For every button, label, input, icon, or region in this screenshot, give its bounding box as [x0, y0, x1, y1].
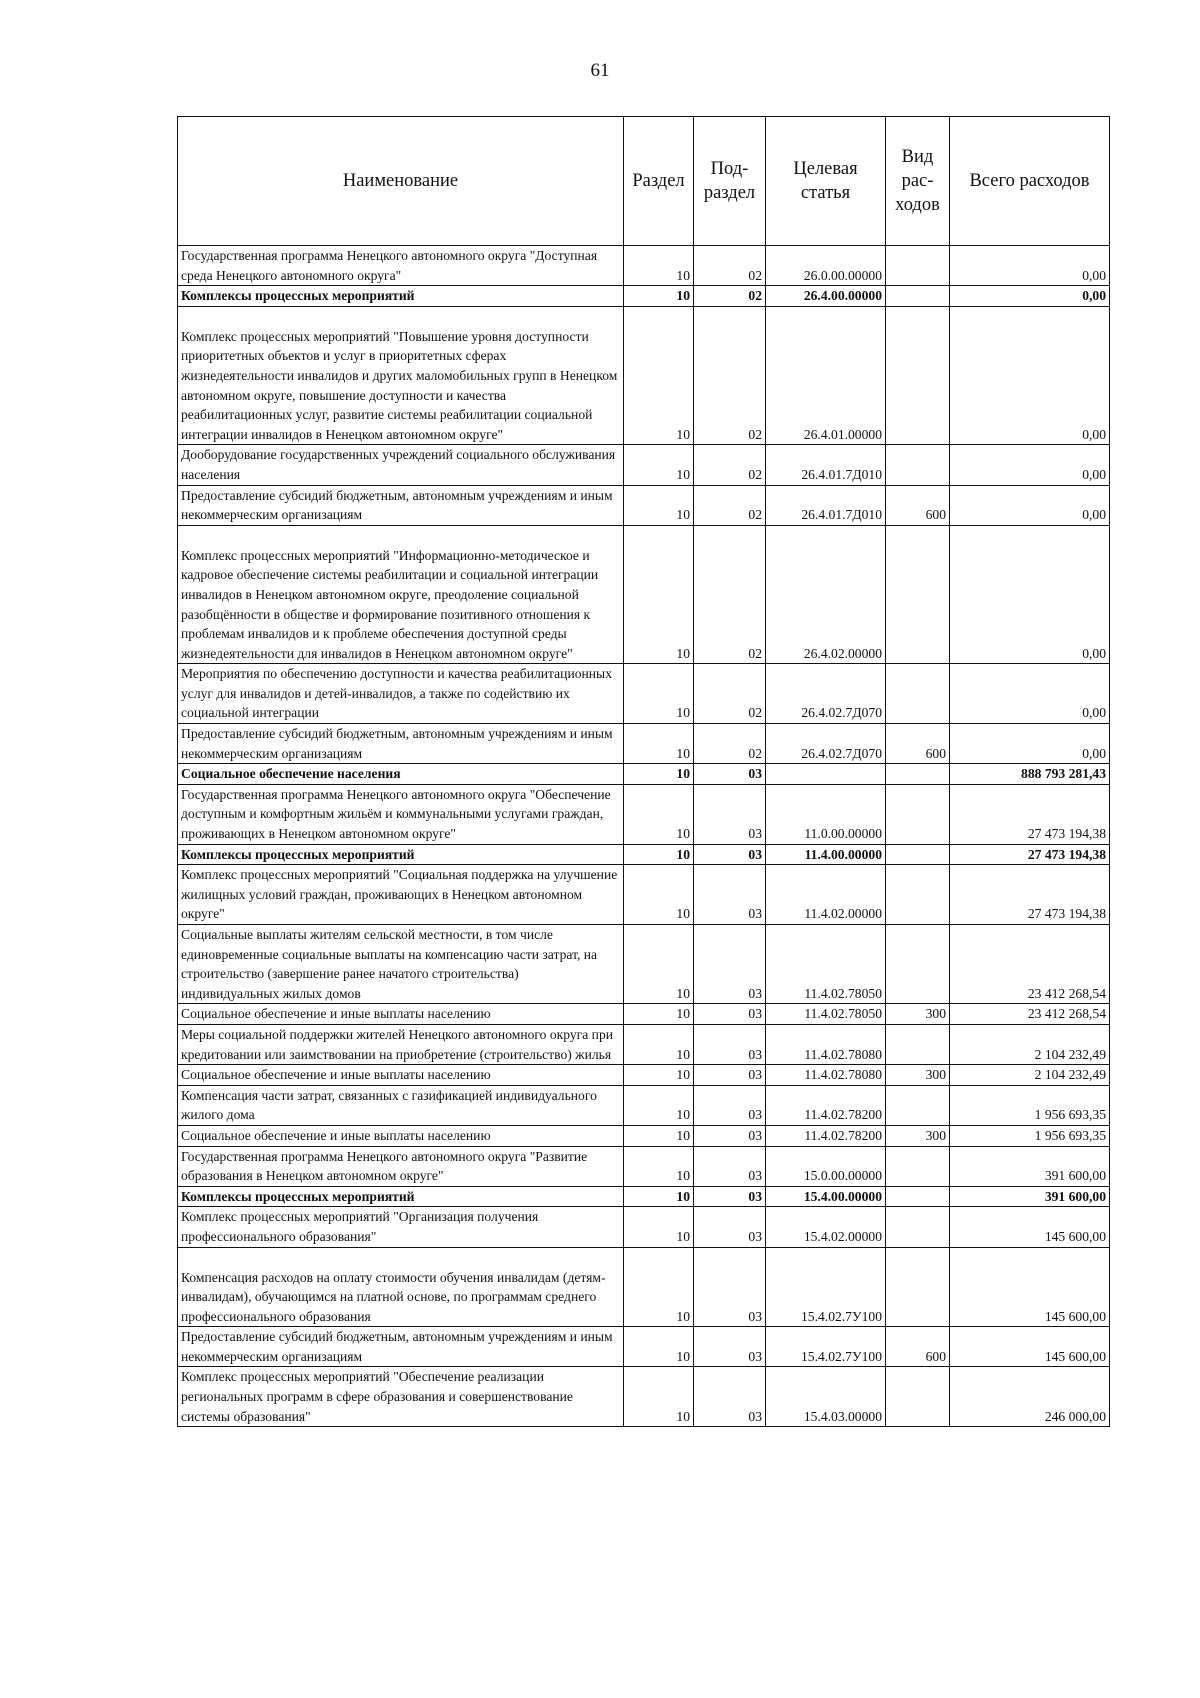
row-subsection: 03	[694, 1085, 766, 1125]
row-section: 10	[624, 1186, 694, 1207]
row-name: Социальное обеспечение и иные выплаты населению	[178, 1125, 624, 1146]
table-row	[178, 1247, 1110, 1327]
row-target-article: 15.4.00.00000	[766, 1186, 886, 1207]
row-target-article: 26.4.01.00000	[766, 306, 886, 445]
row-expense-kind	[886, 844, 950, 865]
row-target-article: 15.4.02.00000	[766, 1207, 886, 1247]
row-total: 23 412 268,54	[950, 1004, 1110, 1025]
table-row	[178, 925, 1110, 1004]
row-name: Комплекс процессных мероприятий "Обеспечение реализации региональных программ в сфере образования и совершенствование системы образования"	[178, 1367, 624, 1427]
header-section: Раздел	[624, 117, 694, 246]
row-section: 10	[624, 865, 694, 925]
row-section: 10	[624, 1024, 694, 1064]
row-subsection: 03	[694, 844, 766, 865]
row-expense-kind	[886, 246, 950, 286]
row-name: Дооборудование государственных учреждений социального обслуживания населения	[178, 445, 624, 485]
row-name: Компенсация расходов на оплату стоимости обучения инвалидам (детям-инвалидам), обучающимся на платной основе, по программам среднего профессионального образования	[178, 1247, 624, 1327]
row-name: Государственная программа Ненецкого автономного округа "Развитие образования в Ненецком автономном округе"	[178, 1146, 624, 1186]
row-target-article: 26.4.02.7Д070	[766, 724, 886, 764]
row-target-article: 11.0.00.00000	[766, 784, 886, 844]
row-total: 0,00	[950, 306, 1110, 445]
row-section: 10	[624, 925, 694, 1004]
row-section: 10	[624, 1065, 694, 1086]
row-name: Комплексы процессных мероприятий	[178, 1186, 624, 1207]
row-target-article: 26.0.00.00000	[766, 246, 886, 286]
row-name: Социальное обеспечение и иные выплаты населению	[178, 1065, 624, 1086]
table-row	[178, 525, 1110, 664]
row-total: 1 956 693,35	[950, 1085, 1110, 1125]
row-expense-kind	[886, 445, 950, 485]
row-target-article: 15.4.02.7У100	[766, 1247, 886, 1327]
row-section: 10	[624, 525, 694, 664]
row-expense-kind	[886, 286, 950, 307]
row-expense-kind	[886, 764, 950, 785]
row-subsection: 02	[694, 286, 766, 307]
row-expense-kind: 300	[886, 1125, 950, 1146]
row-total: 27 473 194,38	[950, 784, 1110, 844]
table-row	[178, 1186, 1110, 1207]
header-name: Наименование	[178, 117, 624, 246]
row-section: 10	[624, 445, 694, 485]
row-target-article: 11.4.02.00000	[766, 865, 886, 925]
row-expense-kind	[886, 1247, 950, 1327]
row-expense-kind: 600	[886, 485, 950, 525]
row-subsection: 02	[694, 445, 766, 485]
row-expense-kind: 600	[886, 724, 950, 764]
row-name: Компенсация части затрат, связанных с газификацией индивидуального жилого дома	[178, 1085, 624, 1125]
row-target-article: 15.4.03.00000	[766, 1367, 886, 1427]
table-row	[178, 1207, 1110, 1247]
row-total: 391 600,00	[950, 1186, 1110, 1207]
row-total: 0,00	[950, 286, 1110, 307]
row-target-article: 26.4.00.00000	[766, 286, 886, 307]
row-target-article: 11.4.02.78200	[766, 1125, 886, 1146]
row-subsection: 03	[694, 1367, 766, 1427]
row-total: 0,00	[950, 724, 1110, 764]
row-target-article: 26.4.02.7Д070	[766, 664, 886, 724]
row-subsection: 03	[694, 1327, 766, 1367]
row-expense-kind	[886, 1186, 950, 1207]
row-subsection: 02	[694, 485, 766, 525]
row-subsection: 03	[694, 865, 766, 925]
header-subsection: Под-раздел	[694, 117, 766, 246]
row-subsection: 03	[694, 1024, 766, 1064]
header-total-expenses: Всего расходов	[950, 117, 1110, 246]
row-subsection: 02	[694, 246, 766, 286]
row-total: 2 104 232,49	[950, 1024, 1110, 1064]
table-row	[178, 1085, 1110, 1125]
row-section: 10	[624, 485, 694, 525]
row-section: 10	[624, 1367, 694, 1427]
row-expense-kind	[886, 1085, 950, 1125]
row-name: Предоставление субсидий бюджетным, автономным учреждениям и иным некоммерческим организациям	[178, 724, 624, 764]
table-row	[178, 1004, 1110, 1025]
table-row	[178, 724, 1110, 764]
row-target-article: 15.0.00.00000	[766, 1146, 886, 1186]
row-expense-kind	[886, 306, 950, 445]
row-target-article: 15.4.02.7У100	[766, 1327, 886, 1367]
row-expense-kind	[886, 865, 950, 925]
row-total: 0,00	[950, 525, 1110, 664]
row-expense-kind	[886, 1024, 950, 1064]
row-total: 145 600,00	[950, 1247, 1110, 1327]
row-total: 0,00	[950, 485, 1110, 525]
row-expense-kind: 300	[886, 1065, 950, 1086]
row-total: 246 000,00	[950, 1367, 1110, 1427]
row-expense-kind	[886, 1146, 950, 1186]
table-row	[178, 1367, 1110, 1427]
row-section: 10	[624, 1085, 694, 1125]
row-expense-kind: 600	[886, 1327, 950, 1367]
row-section: 10	[624, 286, 694, 307]
row-target-article: 11.4.02.78050	[766, 925, 886, 1004]
row-section: 10	[624, 664, 694, 724]
table-row	[178, 485, 1110, 525]
row-subsection: 03	[694, 1207, 766, 1247]
table-row	[178, 246, 1110, 286]
table-row	[178, 1024, 1110, 1064]
table-row	[178, 664, 1110, 724]
row-total: 23 412 268,54	[950, 925, 1110, 1004]
row-total: 27 473 194,38	[950, 844, 1110, 865]
row-name: Меры социальной поддержки жителей Ненецкого автономного округа при кредитовании или заимствовании на приобретение (строительство) жилья	[178, 1024, 624, 1064]
row-expense-kind: 300	[886, 1004, 950, 1025]
row-subsection: 03	[694, 784, 766, 844]
row-target-article: 11.4.02.78080	[766, 1024, 886, 1064]
row-subsection: 03	[694, 764, 766, 785]
table-header-row	[178, 117, 1110, 246]
row-name: Мероприятия по обеспечению доступности и качества реабилитационных услуг для инвалидов и детей-инвалидов, а также по содействию их социальной интеграции	[178, 664, 624, 724]
row-name: Социальное обеспечение и иные выплаты населению	[178, 1004, 624, 1025]
table-row	[178, 1146, 1110, 1186]
budget-table	[177, 116, 1110, 1427]
row-subsection: 03	[694, 1004, 766, 1025]
row-total: 0,00	[950, 445, 1110, 485]
row-subsection: 03	[694, 1146, 766, 1186]
row-target-article: 26.4.01.7Д010	[766, 485, 886, 525]
table-row	[178, 784, 1110, 844]
header-target-article: Целевая статья	[766, 117, 886, 246]
row-target-article: 11.4.02.78200	[766, 1085, 886, 1125]
table-row	[178, 1125, 1110, 1146]
table-row	[178, 865, 1110, 925]
row-total: 0,00	[950, 246, 1110, 286]
row-total: 1 956 693,35	[950, 1125, 1110, 1146]
row-expense-kind	[886, 784, 950, 844]
table-row	[178, 1327, 1110, 1367]
row-expense-kind	[886, 664, 950, 724]
row-section: 10	[624, 1004, 694, 1025]
row-expense-kind	[886, 925, 950, 1004]
row-section: 10	[624, 246, 694, 286]
row-section: 10	[624, 306, 694, 445]
row-section: 10	[624, 764, 694, 785]
row-total: 2 104 232,49	[950, 1065, 1110, 1086]
row-total: 888 793 281,43	[950, 764, 1110, 785]
row-section: 10	[624, 1146, 694, 1186]
row-section: 10	[624, 1207, 694, 1247]
row-target-article	[766, 764, 886, 785]
row-name: Предоставление субсидий бюджетным, автономным учреждениям и иным некоммерческим организациям	[178, 485, 624, 525]
row-total: 145 600,00	[950, 1207, 1110, 1247]
row-expense-kind	[886, 1207, 950, 1247]
row-section: 10	[624, 1327, 694, 1367]
table-row	[178, 764, 1110, 785]
row-expense-kind	[886, 525, 950, 664]
row-subsection: 03	[694, 925, 766, 1004]
header-expense-kind: Вид рас-ходов	[886, 117, 950, 246]
table-row	[178, 844, 1110, 865]
table-row	[178, 445, 1110, 485]
row-name: Комплекс процессных мероприятий "Информационно-методическое и кадровое обеспечение системы реабилитации и социальной интеграции инвалидов в Ненецком автономном округе, преодоление социальной разобщённости в обществе и формирование позитивного отношения к проблемам инвалидов и к проблеме обеспечения доступной среды жизнедеятельности для инвалидов в Ненецком автономном округе"	[178, 525, 624, 664]
row-subsection: 03	[694, 1065, 766, 1086]
table-body	[178, 246, 1110, 1427]
row-name: Предоставление субсидий бюджетным, автономным учреждениям и иным некоммерческим организациям	[178, 1327, 624, 1367]
row-target-article: 11.4.02.78080	[766, 1065, 886, 1086]
table-row	[178, 306, 1110, 445]
row-subsection: 02	[694, 724, 766, 764]
row-subsection: 03	[694, 1125, 766, 1146]
table-row	[178, 286, 1110, 307]
row-section: 10	[624, 844, 694, 865]
row-subsection: 02	[694, 306, 766, 445]
row-name: Комплексы процессных мероприятий	[178, 844, 624, 865]
row-name: Социальные выплаты жителям сельской местности, в том числе единовременные социальные выплаты на компенсацию части затрат, на строительство (завершение ранее начатого строительства) индивидуальных жилых домов	[178, 925, 624, 1004]
row-target-article: 11.4.02.78050	[766, 1004, 886, 1025]
row-name: Комплекс процессных мероприятий "Организация получения профессионального образования"	[178, 1207, 624, 1247]
row-expense-kind	[886, 1367, 950, 1427]
table-row	[178, 1065, 1110, 1086]
row-subsection: 02	[694, 525, 766, 664]
row-total: 145 600,00	[950, 1327, 1110, 1367]
row-name: Социальное обеспечение населения	[178, 764, 624, 785]
row-subsection: 02	[694, 664, 766, 724]
row-section: 10	[624, 784, 694, 844]
row-target-article: 26.4.02.00000	[766, 525, 886, 664]
row-section: 10	[624, 1125, 694, 1146]
row-subsection: 03	[694, 1247, 766, 1327]
row-name: Комплекс процессных мероприятий "Социальная поддержка на улучшение жилищных условий граждан, проживающих в Ненецком автономном округе"	[178, 865, 624, 925]
row-total: 0,00	[950, 664, 1110, 724]
row-section: 10	[624, 1247, 694, 1327]
row-name: Комплексы процессных мероприятий	[178, 286, 624, 307]
row-subsection: 03	[694, 1186, 766, 1207]
row-target-article: 26.4.01.7Д010	[766, 445, 886, 485]
row-total: 391 600,00	[950, 1146, 1110, 1186]
row-total: 27 473 194,38	[950, 865, 1110, 925]
row-name: Государственная программа Ненецкого автономного округа "Доступная среда Ненецкого автономного округа"	[178, 246, 624, 286]
row-name: Государственная программа Ненецкого автономного округа "Обеспечение доступным и комфортным жильём и коммунальными услугами граждан, проживающих в Ненецком автономном округе"	[178, 784, 624, 844]
row-target-article: 11.4.00.00000	[766, 844, 886, 865]
row-name: Комплекс процессных мероприятий "Повышение уровня доступности приоритетных объектов и услуг в приоритетных сферах жизнедеятельности инвалидов и других маломобильных групп в Ненецком автономном округе, повышение доступности и качества реабилитационных услуг, развитие системы реабилитации социальной интеграции инвалидов в Ненецком автономном округе"	[178, 306, 624, 445]
row-section: 10	[624, 724, 694, 764]
page-number: 61	[590, 60, 610, 81]
